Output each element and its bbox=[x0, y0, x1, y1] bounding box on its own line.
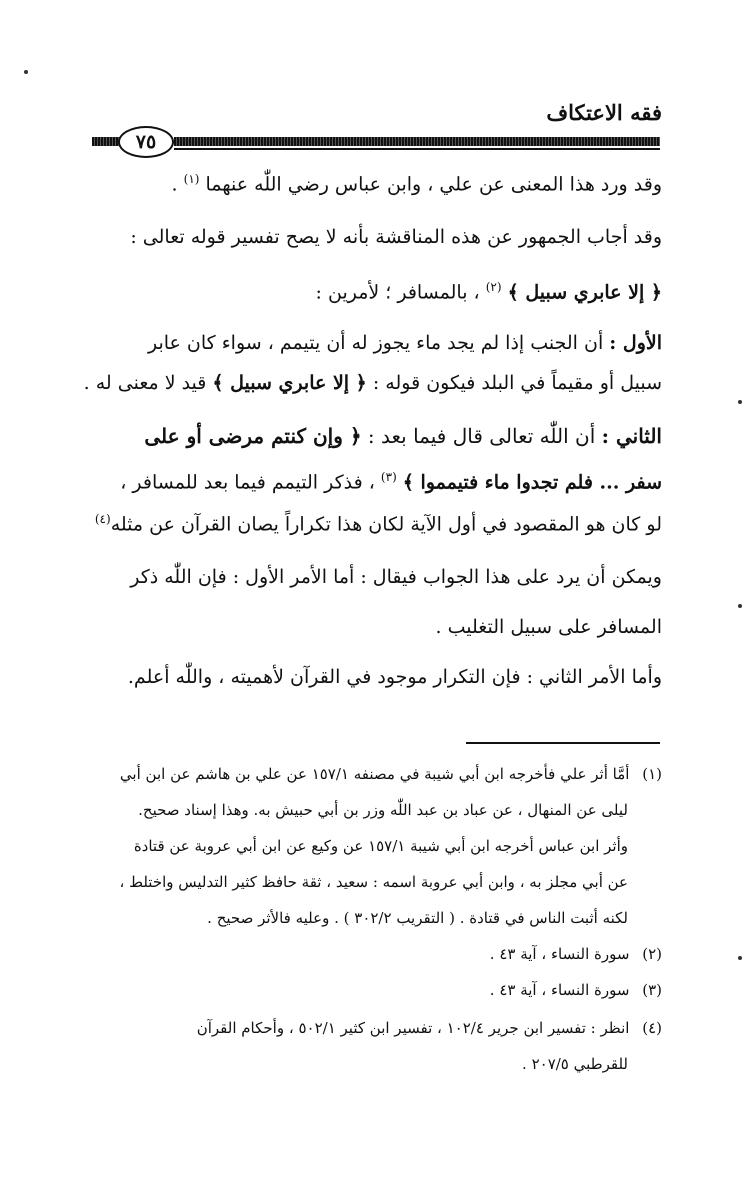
footnote-1-line-3: وأثر ابن عباس أخرجه ابن أبي شيبة ١٥٧/١ عن وكيع عن ابن أبي عروبة عن قتادة bbox=[133, 837, 628, 855]
paragraph-4-text: أن الجنب إذا لم يجد ماء يجوز له أن يتيمم ، سواء كان عابر bbox=[147, 332, 604, 354]
paragraph-7: وأما الأمر الثاني : فإن التكرار موجود في القرآن لأهميته ، واللّٰه أعلم. bbox=[127, 666, 662, 688]
footnote-3-text: سورة النساء ، آية ٤٣ . bbox=[489, 981, 630, 999]
footnote-3-number: (٣) bbox=[642, 981, 662, 999]
header-rule-thin bbox=[174, 148, 660, 150]
footnote-2-text: سورة النساء ، آية ٤٣ . bbox=[489, 945, 630, 963]
paragraph-5-line-3-text: لو كان هو المقصود في أول الآية لكان هذا تكراراً يصان القرآن عن مثله bbox=[110, 513, 662, 536]
paragraph-5-line-2 bbox=[120, 470, 662, 493]
paragraph-5-line-2-text: ، فذكر التيمم فيما بعد للمسافر ، bbox=[120, 471, 375, 494]
footnote-1-text: أمَّا أثر علي فأخرجه ابن أبي شيبة في مصنفه ١٥٧/١ عن علي بن هاشم عن ابن أبي bbox=[119, 765, 630, 783]
scan-speck bbox=[738, 604, 742, 608]
footnote-4-line-2: للقرطبي ٢٠٧/٥ . bbox=[522, 1055, 628, 1073]
footnote-1-line-2: ليلى عن المنهال ، عن عباد بن عبد اللّٰه وزر بن أبي حبيش به. وهذا إسناد صحيح. bbox=[138, 801, 628, 819]
footnote-4-text: انظر : تفسير ابن جرير ١٠٢/٤ ، تفسير ابن كثير ٥٠٢/١ ، وأحكام القرآن bbox=[196, 1019, 630, 1037]
quran-verse-2: ﴿ إلا عابري سبيل ﴾ bbox=[212, 372, 367, 394]
footnote-1-line-1 bbox=[82, 760, 662, 788]
footnote-ref-2[interactable]: (٢) bbox=[485, 280, 502, 294]
footnote-1-line-4: عن أبي مجلز به ، وابن أبي عروبة اسمه : سعيد ، ثقة حافظ كثير التدليس واختلط ، bbox=[119, 873, 628, 891]
quran-verse-1: ﴿ إلا عابري سبيل ﴾ bbox=[507, 281, 662, 304]
paragraph-6-line-1: ويمكن أن يرد على هذا الجواب فيقال : أما الأمر الأول : فإن اللّٰه ذكر bbox=[130, 566, 662, 588]
scan-speck bbox=[738, 956, 742, 960]
paragraph-1 bbox=[172, 172, 662, 195]
scan-speck bbox=[738, 400, 742, 404]
paragraph-4-line-2-start: سبيل أو مقيماً في البلد فيكون قوله : bbox=[372, 372, 662, 394]
footnote-1-line-5: لكنه أثبت الناس في قتادة . ( التقريب ٣٠٢/٢ ) . وعليه فالأثر صحيح . bbox=[207, 909, 628, 927]
footnote-3 bbox=[82, 976, 662, 1004]
footnote-ref-1[interactable]: (١) bbox=[183, 172, 200, 186]
page-number: ٧٥ bbox=[118, 126, 174, 158]
paragraph-5-line-3 bbox=[95, 512, 662, 535]
footnote-ref-4[interactable]: (٤) bbox=[94, 512, 111, 526]
paragraph-3-text: ، بالمسافر ؛ لأمرين : bbox=[315, 281, 480, 304]
footnote-ref-3[interactable]: (٣) bbox=[380, 470, 397, 484]
footnote-2-number: (٢) bbox=[642, 945, 662, 963]
footnote-4-number: (٤) bbox=[642, 1019, 662, 1037]
footnote-2 bbox=[82, 940, 662, 968]
point-label-second: الثاني : bbox=[601, 424, 662, 448]
quran-verse-3-part-2: سفر ... فلم تجدوا ماء فتيمموا ﴾ bbox=[402, 471, 662, 494]
paragraph-1-end: . bbox=[171, 173, 178, 196]
paragraph-3 bbox=[316, 280, 662, 303]
paragraph-4-line-2-end: قيد لا معنى له . bbox=[83, 372, 207, 394]
footnote-1-number: (١) bbox=[642, 765, 662, 783]
paragraph-4-line-2 bbox=[84, 372, 662, 394]
paragraph-5-text: أن اللّٰه تعالى قال فيما بعد : bbox=[367, 424, 596, 448]
paragraph-4-line-1 bbox=[148, 332, 662, 354]
header-rule-left bbox=[92, 137, 120, 146]
footnote-separator bbox=[466, 742, 660, 744]
paragraph-2: وقد أجاب الجمهور عن هذه المناقشة بأنه لا يصح تفسير قوله تعالى : bbox=[130, 226, 662, 248]
running-header-title: فقه الاعتكاف bbox=[546, 100, 662, 125]
header-rule-right bbox=[174, 137, 660, 146]
point-label-first: الأول : bbox=[609, 332, 662, 354]
paragraph-5-line-1 bbox=[144, 424, 662, 448]
paragraph-1-text: وقد ورد هذا المعنى عن علي ، وابن عباس رضي اللّٰه عنهما bbox=[205, 173, 662, 196]
footnote-4-line-1 bbox=[82, 1014, 662, 1042]
paragraph-6-line-2: المسافر على سبيل التغليب . bbox=[435, 616, 662, 638]
quran-verse-3-part-1: ﴿ وإن كنتم مرضى أو على bbox=[144, 424, 362, 448]
scan-speck bbox=[24, 70, 28, 74]
